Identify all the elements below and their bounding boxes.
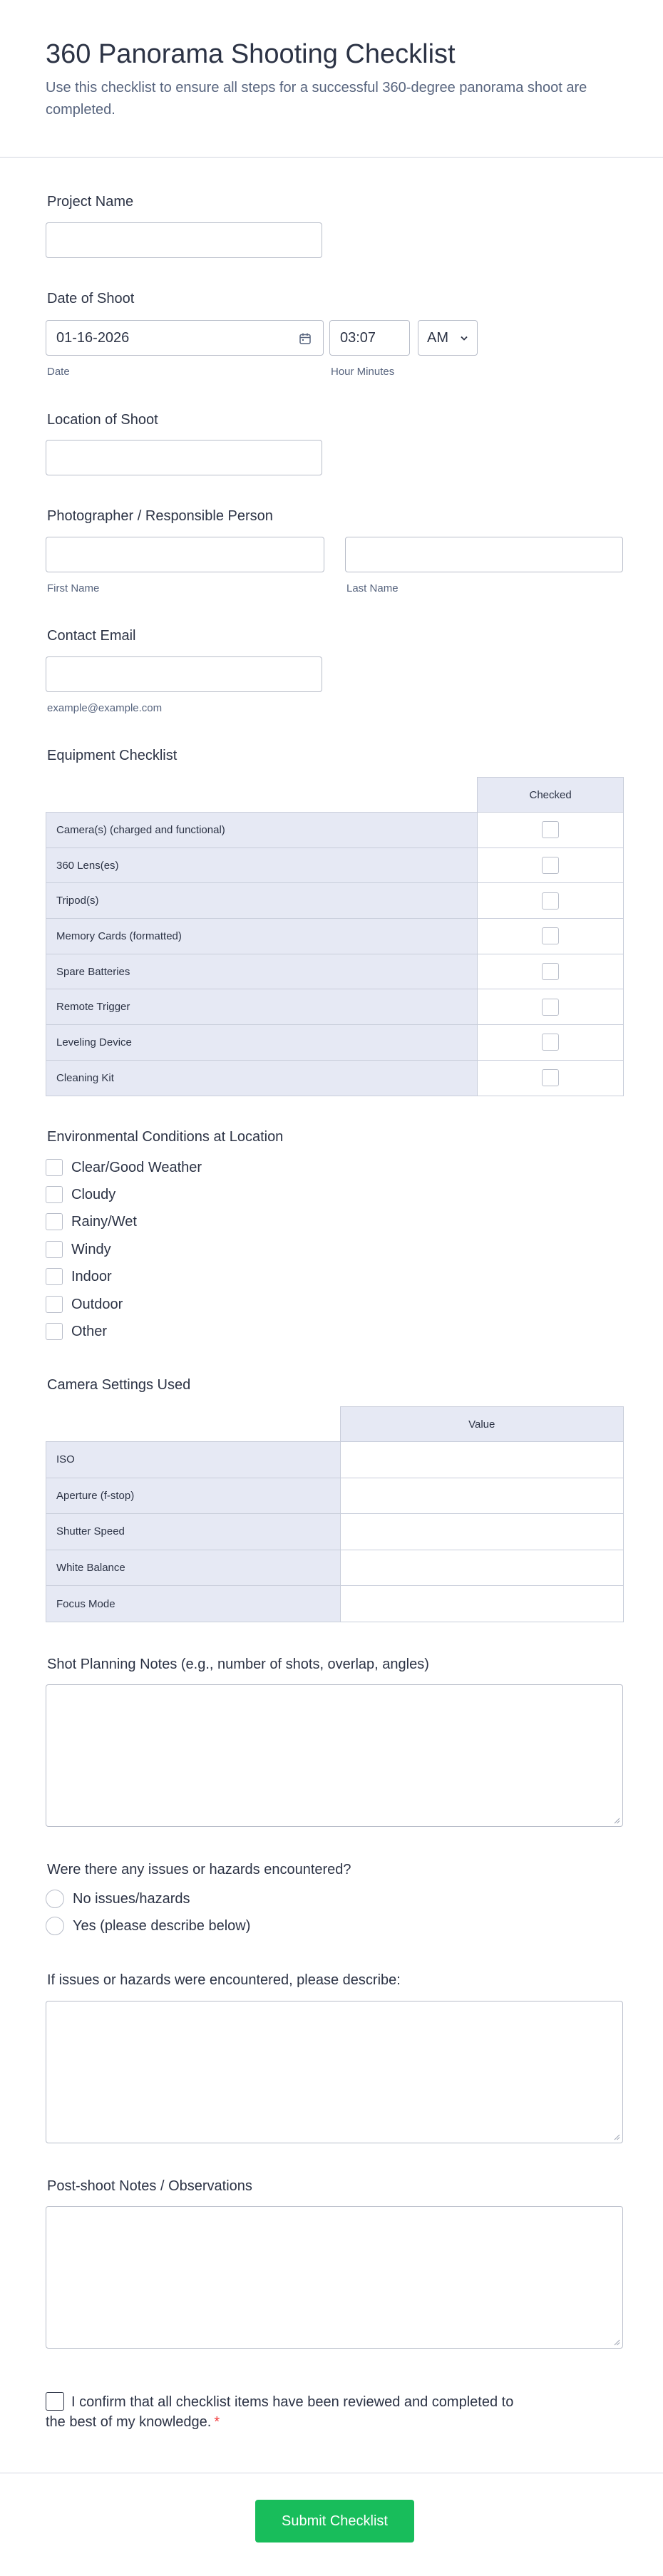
equipment-checkbox[interactable] — [542, 857, 559, 874]
equipment-column-header: Checked — [478, 778, 624, 813]
resize-grip-icon[interactable] — [613, 2339, 620, 2346]
calendar-icon[interactable] — [299, 332, 312, 345]
camera-setting-value-input[interactable] — [340, 1586, 624, 1622]
equipment-row-label: Memory Cards (formatted) — [46, 919, 478, 954]
post-notes-textarea[interactable] — [46, 2206, 623, 2349]
checkbox[interactable] — [46, 1323, 63, 1340]
equipment-checkbox[interactable] — [542, 963, 559, 980]
camera-setting-value-input[interactable] — [340, 1550, 624, 1586]
last-name-sublabel: Last Name — [346, 582, 399, 594]
confirm-text-line1: I confirm that all checklist items have been reviewed and completed to — [71, 2394, 514, 2410]
equipment-row-label: Spare Batteries — [46, 954, 478, 989]
camera-setting-value-input[interactable] — [340, 1442, 624, 1478]
equipment-label: Equipment Checklist — [47, 748, 178, 763]
checkbox[interactable] — [46, 1159, 63, 1176]
form-header — [0, 0, 663, 158]
form-footer — [0, 2473, 663, 2576]
table-row — [46, 1025, 624, 1061]
chevron-down-icon — [460, 335, 468, 342]
issues-describe-label: If issues or hazards were encountered, please describe: — [47, 1972, 401, 1988]
issues-option[interactable]: No issues/hazards — [46, 1889, 190, 1909]
equipment-row-label: 360 Lens(es) — [46, 847, 478, 883]
date-of-shoot-label: Date of Shoot — [47, 291, 135, 306]
camera-settings-matrix — [46, 1406, 624, 1622]
equipment-checkbox[interactable] — [542, 821, 559, 838]
environment-option[interactable]: Rainy/Wet — [46, 1212, 137, 1232]
equipment-checkbox[interactable] — [542, 1034, 559, 1051]
submit-button[interactable]: Submit Checklist — [255, 2500, 414, 2542]
camera-setting-value-input[interactable] — [340, 1514, 624, 1550]
photographer-label: Photographer / Responsible Person — [47, 508, 273, 524]
table-row — [46, 1478, 624, 1514]
camera-setting-label: Focus Mode — [46, 1586, 341, 1622]
table-row — [46, 1586, 624, 1622]
environment-option[interactable]: Clear/Good Weather — [46, 1158, 202, 1178]
form-description: Use this checklist to ensure all steps for a successful 360-degree panorama shoot are completed. — [46, 80, 587, 118]
camera-setting-label: ISO — [46, 1442, 341, 1478]
table-row — [46, 1514, 624, 1550]
shot-notes-textarea[interactable] — [46, 1684, 623, 1827]
camera-setting-label: White Balance — [46, 1550, 341, 1586]
equipment-checkbox[interactable] — [542, 999, 559, 1016]
equipment-row-label: Cleaning Kit — [46, 1060, 478, 1096]
camera-setting-value-input[interactable] — [340, 1478, 624, 1514]
time-value: 03:07 — [340, 330, 376, 346]
issues-option[interactable]: Yes (please describe below) — [46, 1916, 250, 1936]
checkbox[interactable] — [46, 1268, 63, 1285]
table-row — [46, 883, 624, 919]
environment-label: Environmental Conditions at Location — [47, 1129, 284, 1145]
equipment-checkbox[interactable] — [542, 1069, 559, 1086]
table-row — [46, 954, 624, 989]
checkbox[interactable] — [46, 1296, 63, 1313]
project-name-input[interactable] — [46, 222, 322, 258]
ampm-select[interactable] — [418, 320, 478, 356]
confirm-checkbox[interactable] — [46, 2392, 64, 2411]
ampm-value: AM — [427, 330, 448, 346]
equipment-row-label: Leveling Device — [46, 1025, 478, 1061]
last-name-input[interactable] — [345, 537, 623, 572]
email-input[interactable] — [46, 656, 322, 692]
confirm-text-line2-wrap — [46, 2412, 220, 2432]
location-input[interactable] — [46, 440, 322, 475]
checkbox[interactable] — [46, 1213, 63, 1230]
table-row — [46, 1060, 624, 1096]
email-sublabel: example@example.com — [47, 702, 163, 714]
camera-setting-label: Aperture (f-stop) — [46, 1478, 341, 1514]
table-row — [46, 813, 624, 848]
location-label: Location of Shoot — [47, 412, 158, 428]
camera-setting-label: Shutter Speed — [46, 1514, 341, 1550]
equipment-matrix — [46, 777, 624, 1096]
equipment-row-label: Tripod(s) — [46, 883, 478, 919]
environment-option[interactable]: Cloudy — [46, 1185, 115, 1205]
camera-settings-label: Camera Settings Used — [47, 1377, 191, 1393]
first-name-sublabel: First Name — [47, 582, 100, 594]
equipment-checkbox[interactable] — [542, 927, 559, 944]
table-row — [46, 847, 624, 883]
equipment-checkbox[interactable] — [542, 892, 559, 910]
issues-label: Were there any issues or hazards encountered? — [47, 1862, 351, 1877]
project-name-label: Project Name — [47, 194, 134, 210]
environment-option[interactable]: Windy — [46, 1240, 111, 1259]
shot-notes-label: Shot Planning Notes (e.g., number of shots, overlap, angles) — [47, 1657, 429, 1672]
table-row — [46, 919, 624, 954]
table-row — [46, 989, 624, 1025]
time-sublabel: Hour Minutes — [331, 366, 395, 378]
radio-button[interactable] — [46, 1890, 64, 1908]
environment-option[interactable]: Other — [46, 1322, 107, 1341]
radio-button[interactable] — [46, 1917, 64, 1935]
table-row — [46, 1442, 624, 1478]
date-sublabel: Date — [47, 366, 70, 378]
resize-grip-icon[interactable] — [613, 1817, 620, 1824]
form-title: 360 Panorama Shooting Checklist — [46, 39, 456, 69]
environment-option[interactable]: Indoor — [46, 1267, 112, 1287]
resize-grip-icon[interactable] — [613, 2133, 620, 2140]
contact-email-label: Contact Email — [47, 628, 136, 644]
environment-option[interactable]: Outdoor — [46, 1294, 123, 1314]
required-asterisk: * — [214, 2414, 220, 2430]
post-notes-label: Post-shoot Notes / Observations — [47, 2178, 252, 2194]
issues-describe-textarea[interactable] — [46, 2001, 623, 2143]
equipment-row-label: Camera(s) (charged and functional) — [46, 813, 478, 848]
table-row — [46, 1550, 624, 1586]
first-name-input[interactable] — [46, 537, 324, 572]
equipment-row-label: Remote Trigger — [46, 989, 478, 1025]
checkbox[interactable] — [46, 1186, 63, 1203]
date-value: 01-16-2026 — [56, 330, 130, 346]
confirm-text-line2: the best of my knowledge. — [46, 2414, 212, 2430]
time-input[interactable] — [329, 320, 410, 356]
date-input[interactable] — [46, 320, 324, 356]
camera-settings-column-header: Value — [340, 1407, 624, 1442]
checkbox[interactable] — [46, 1241, 63, 1258]
